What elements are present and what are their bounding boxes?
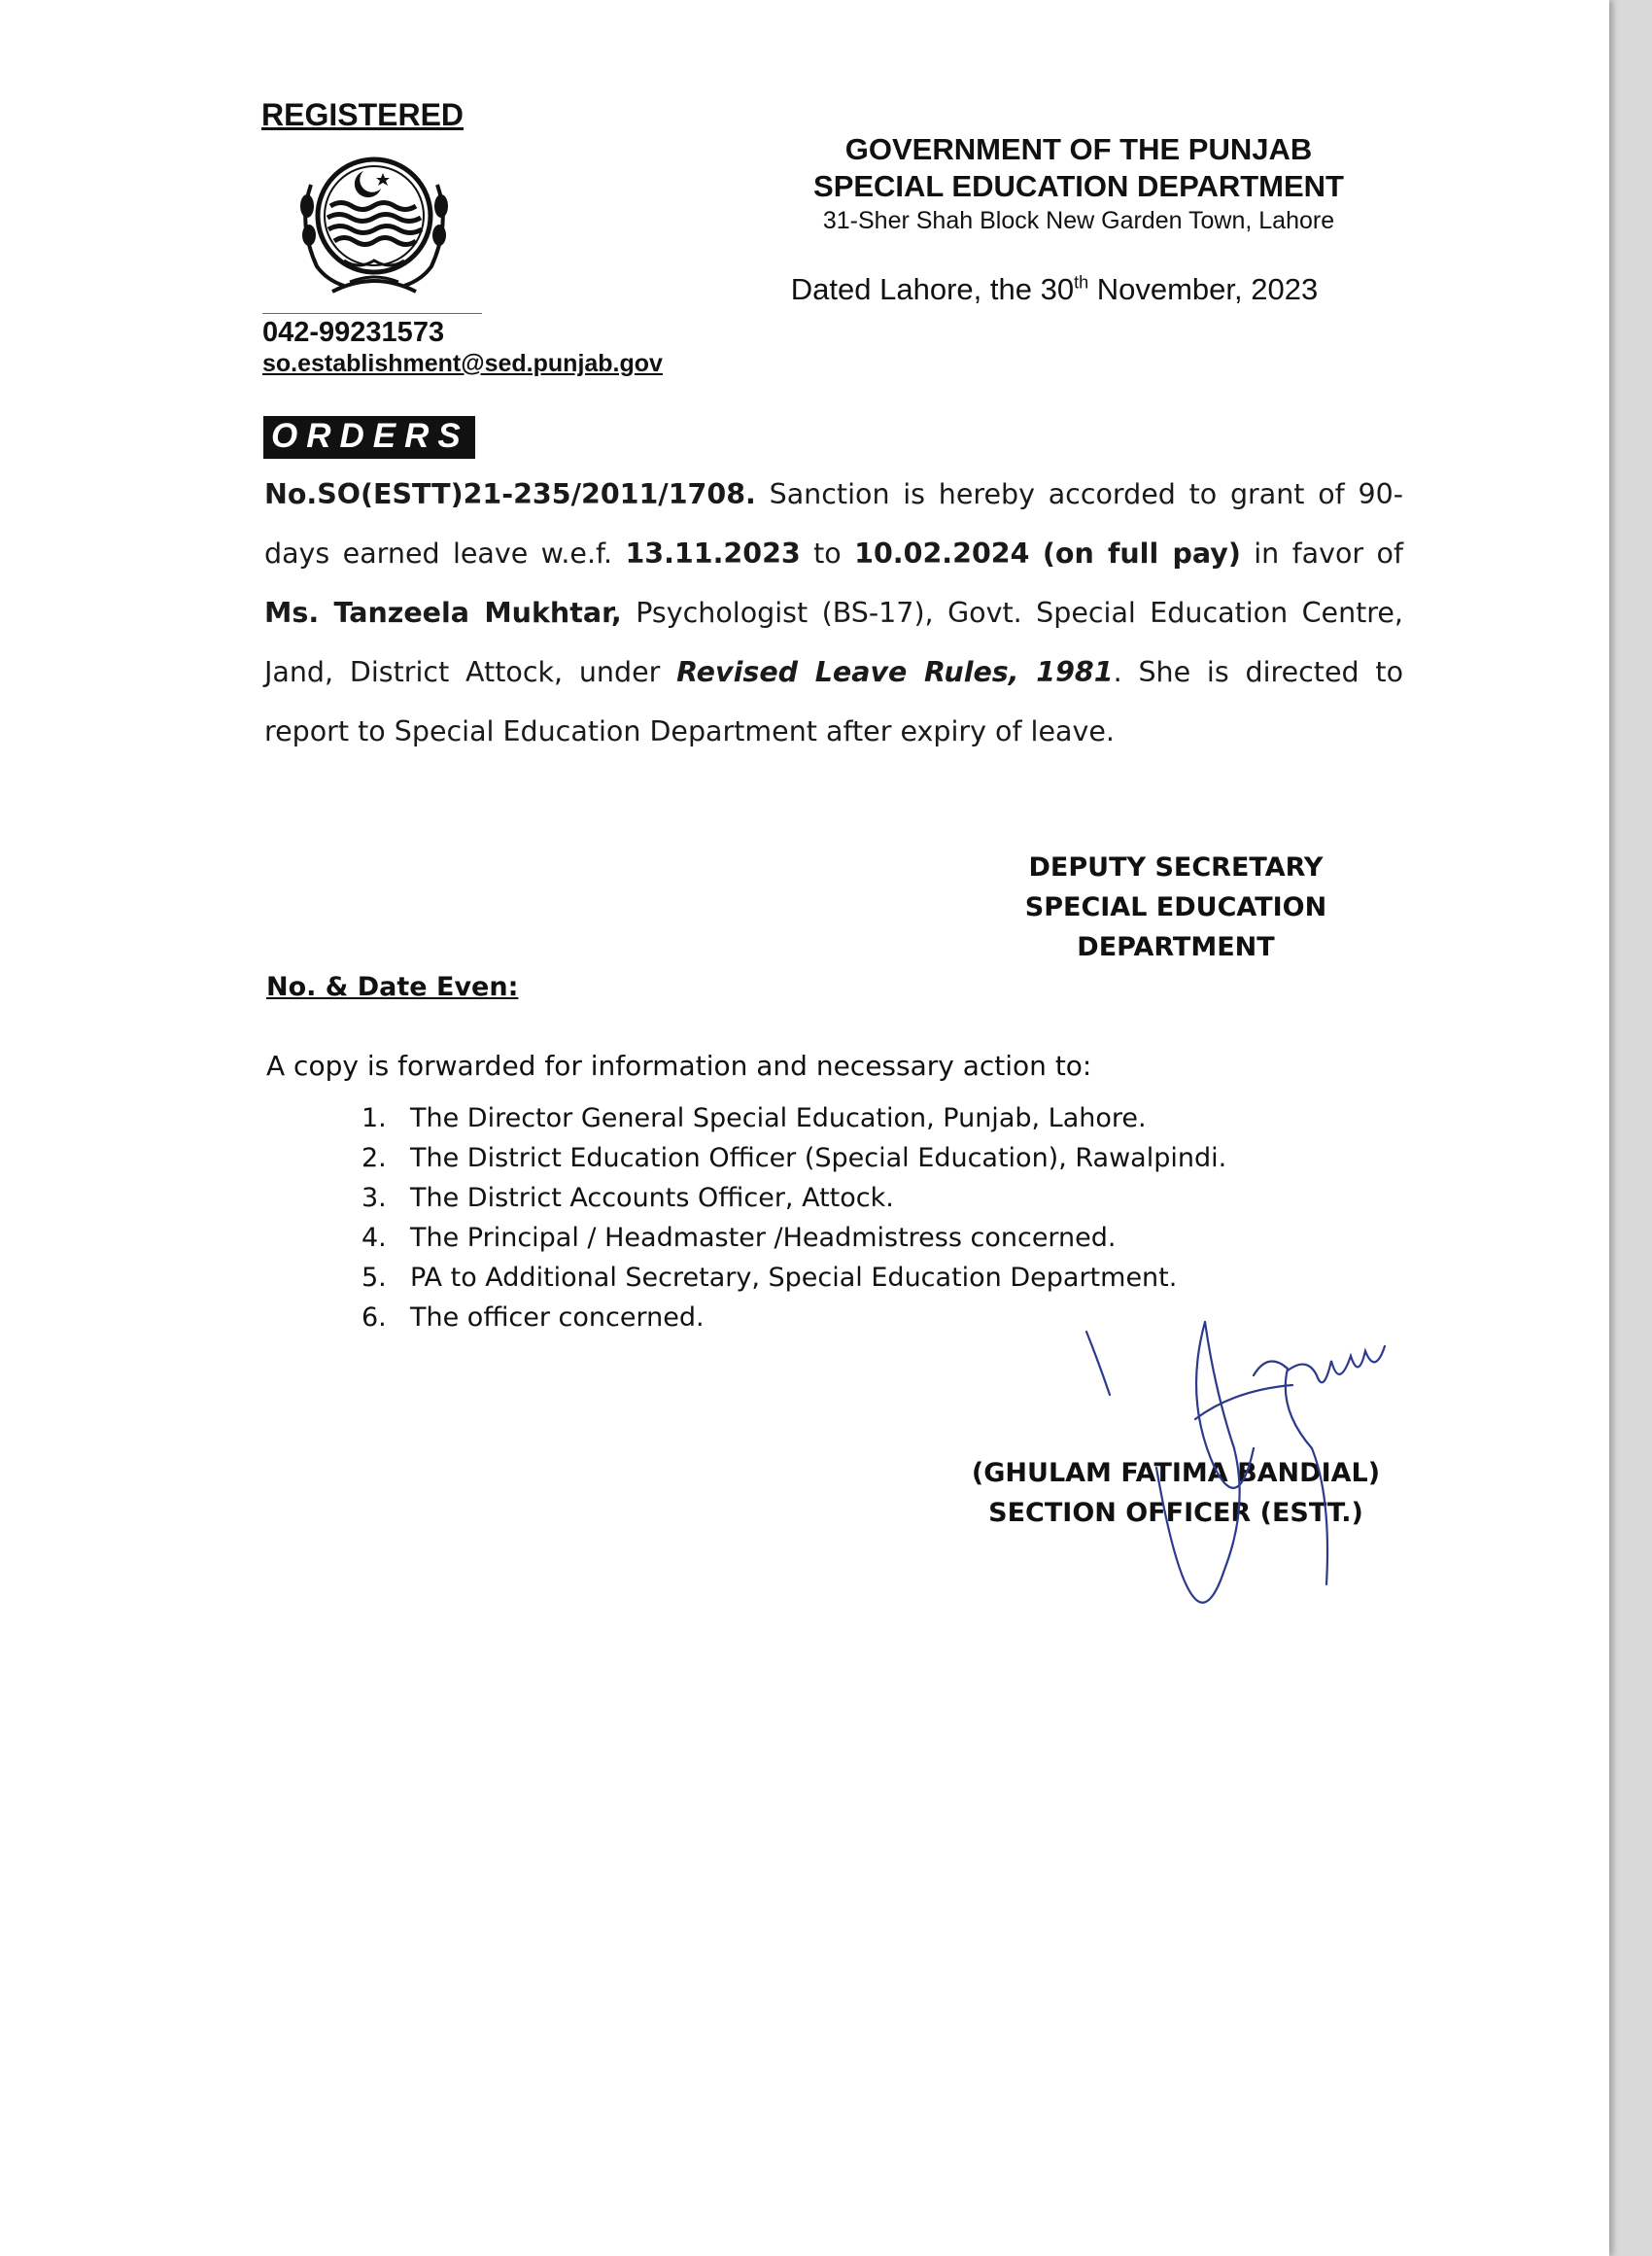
seal-divider bbox=[262, 313, 482, 314]
leave-rules: Revised Leave Rules, 1981 bbox=[676, 656, 1114, 688]
employee-name: Ms. Tanzeela Mukhtar, bbox=[264, 597, 622, 629]
dated-line: Dated Lahore, the 30th November, 2023 bbox=[790, 272, 1319, 306]
order-body: No.SO(ESTT)21-235/2011/1708. Sanction is hereby accorded to grant of 90-days earned leave w.e.f. 13.11.2023 to 10.02.2024 (on full pay) in favor of Ms. Tanzeela Mukhtar, Psychologist (BS-17), Govt. Special Education Centre, Jand, District Attock, under Revised Leave Rules, 1981. She is directed to report to Special Education Department after expiry of leave. bbox=[264, 478, 1404, 747]
department-heading bbox=[739, 131, 1419, 236]
government-line: GOVERNMENT OF THE PUNJAB bbox=[844, 132, 1313, 166]
from-date: 13.11.2023 bbox=[625, 538, 801, 570]
list-item: 6. The officer concerned. bbox=[361, 1302, 705, 1333]
order-number: No.SO(ESTT)21-235/2011/1708. bbox=[264, 478, 756, 510]
orders-label: ORDERS bbox=[263, 416, 475, 459]
pay-status: (on full pay) bbox=[1042, 538, 1241, 570]
officer-name: (GHULAM FATIMA BANDIAL) bbox=[971, 1458, 1381, 1488]
list-item: 1. The Director General Special Education, Punjab, Lahore. bbox=[361, 1103, 1147, 1133]
punjab-seal-icon bbox=[274, 146, 474, 307]
to-date: 10.02.2024 bbox=[854, 538, 1030, 570]
email-address: so.establishment@sed.punjab.gov bbox=[262, 350, 663, 377]
address-line: 31-Sher Shah Block New Garden Town, Lahore bbox=[822, 207, 1335, 234]
registered-label: REGISTERED bbox=[261, 97, 465, 132]
deputy-secretary-signoff: DEPUTY SECRETARY SPECIAL EDUCATION DEPARTMENT bbox=[1024, 852, 1327, 962]
list-item: 2. The District Education Officer (Special Education), Rawalpindi. bbox=[361, 1143, 1227, 1173]
officer-title: SECTION OFFICER (ESTT.) bbox=[988, 1498, 1363, 1528]
no-date-even: No. & Date Even: bbox=[266, 972, 519, 1002]
list-item: 5. PA to Additional Secretary, Special Education Department. bbox=[361, 1263, 1178, 1293]
list-item: 3. The District Accounts Officer, Attock. bbox=[361, 1183, 894, 1213]
list-item: 4. The Principal / Headmaster /Headmistress concerned. bbox=[361, 1223, 1117, 1253]
forward-text: A copy is forwarded for information and necessary action to: bbox=[266, 1050, 1092, 1082]
handwritten-signature-icon bbox=[1069, 1302, 1419, 1623]
department-line: SPECIAL EDUCATION DEPARTMENT bbox=[813, 169, 1344, 203]
phone-number: 042-99231573 bbox=[262, 317, 445, 348]
